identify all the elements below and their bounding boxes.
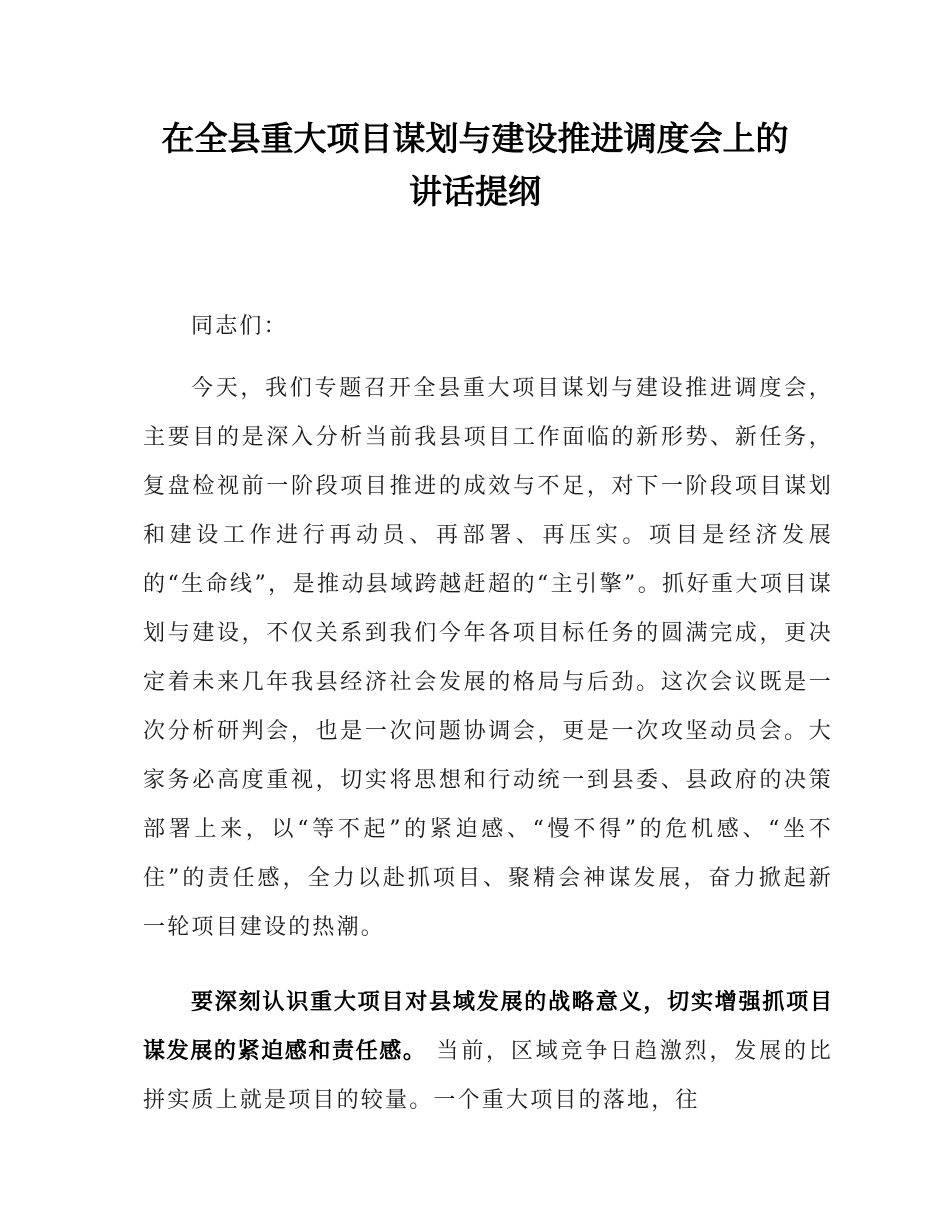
- paragraph-intro: 今天，我们专题召开全县重大项目谋划与建设推进调度会，主要目的是深入分析当前我县项目工作面临的新形势、新任务，复盘检视前一阶段项目推进的成效与不足，对下一阶段项目谋划和建设工作进行再动员、再部署、再压实。项目是经济发展的“生命线”，是推动县域跨越赶超的“主引擎”。抓好重大项目谋划与建设，不仅关系到我们今年各项目标任务的圆满完成，更决定着未来几年我县经济社会发展的格局与后劲。这次会议既是一次分析研判会，也是一次问题协调会，更是一次攻坚动员会。大家务必高度重视，切实将思想和行动统一到县委、县政府的决策部署上来，以“等不起”的紧迫感、“慢不得”的危机感、“坐不住”的责任感，全力以赴抓项目、聚精会神谋发展，奋力掀起新一轮项目建设的热潮。: [143, 376, 833, 940]
- paragraph-section-one: [143, 978, 833, 1125]
- title-line-2: 讲话提纲: [409, 172, 541, 211]
- salutation: 同志们：: [191, 314, 288, 339]
- title-line-1: 在全县重大项目谋划与建设推进调度会上的: [161, 119, 789, 158]
- section-heading: 要深刻认识重大项目对县域发展的战略意义，切实增强抓项目谋发展的紧迫感和责任感。: [143, 990, 833, 1064]
- document-title: [120, 112, 830, 218]
- section-text: 当前，区域竞争日趋激烈，发展的比拼实质上就是项目的较量。一个重大项目的落地，往: [143, 1039, 833, 1113]
